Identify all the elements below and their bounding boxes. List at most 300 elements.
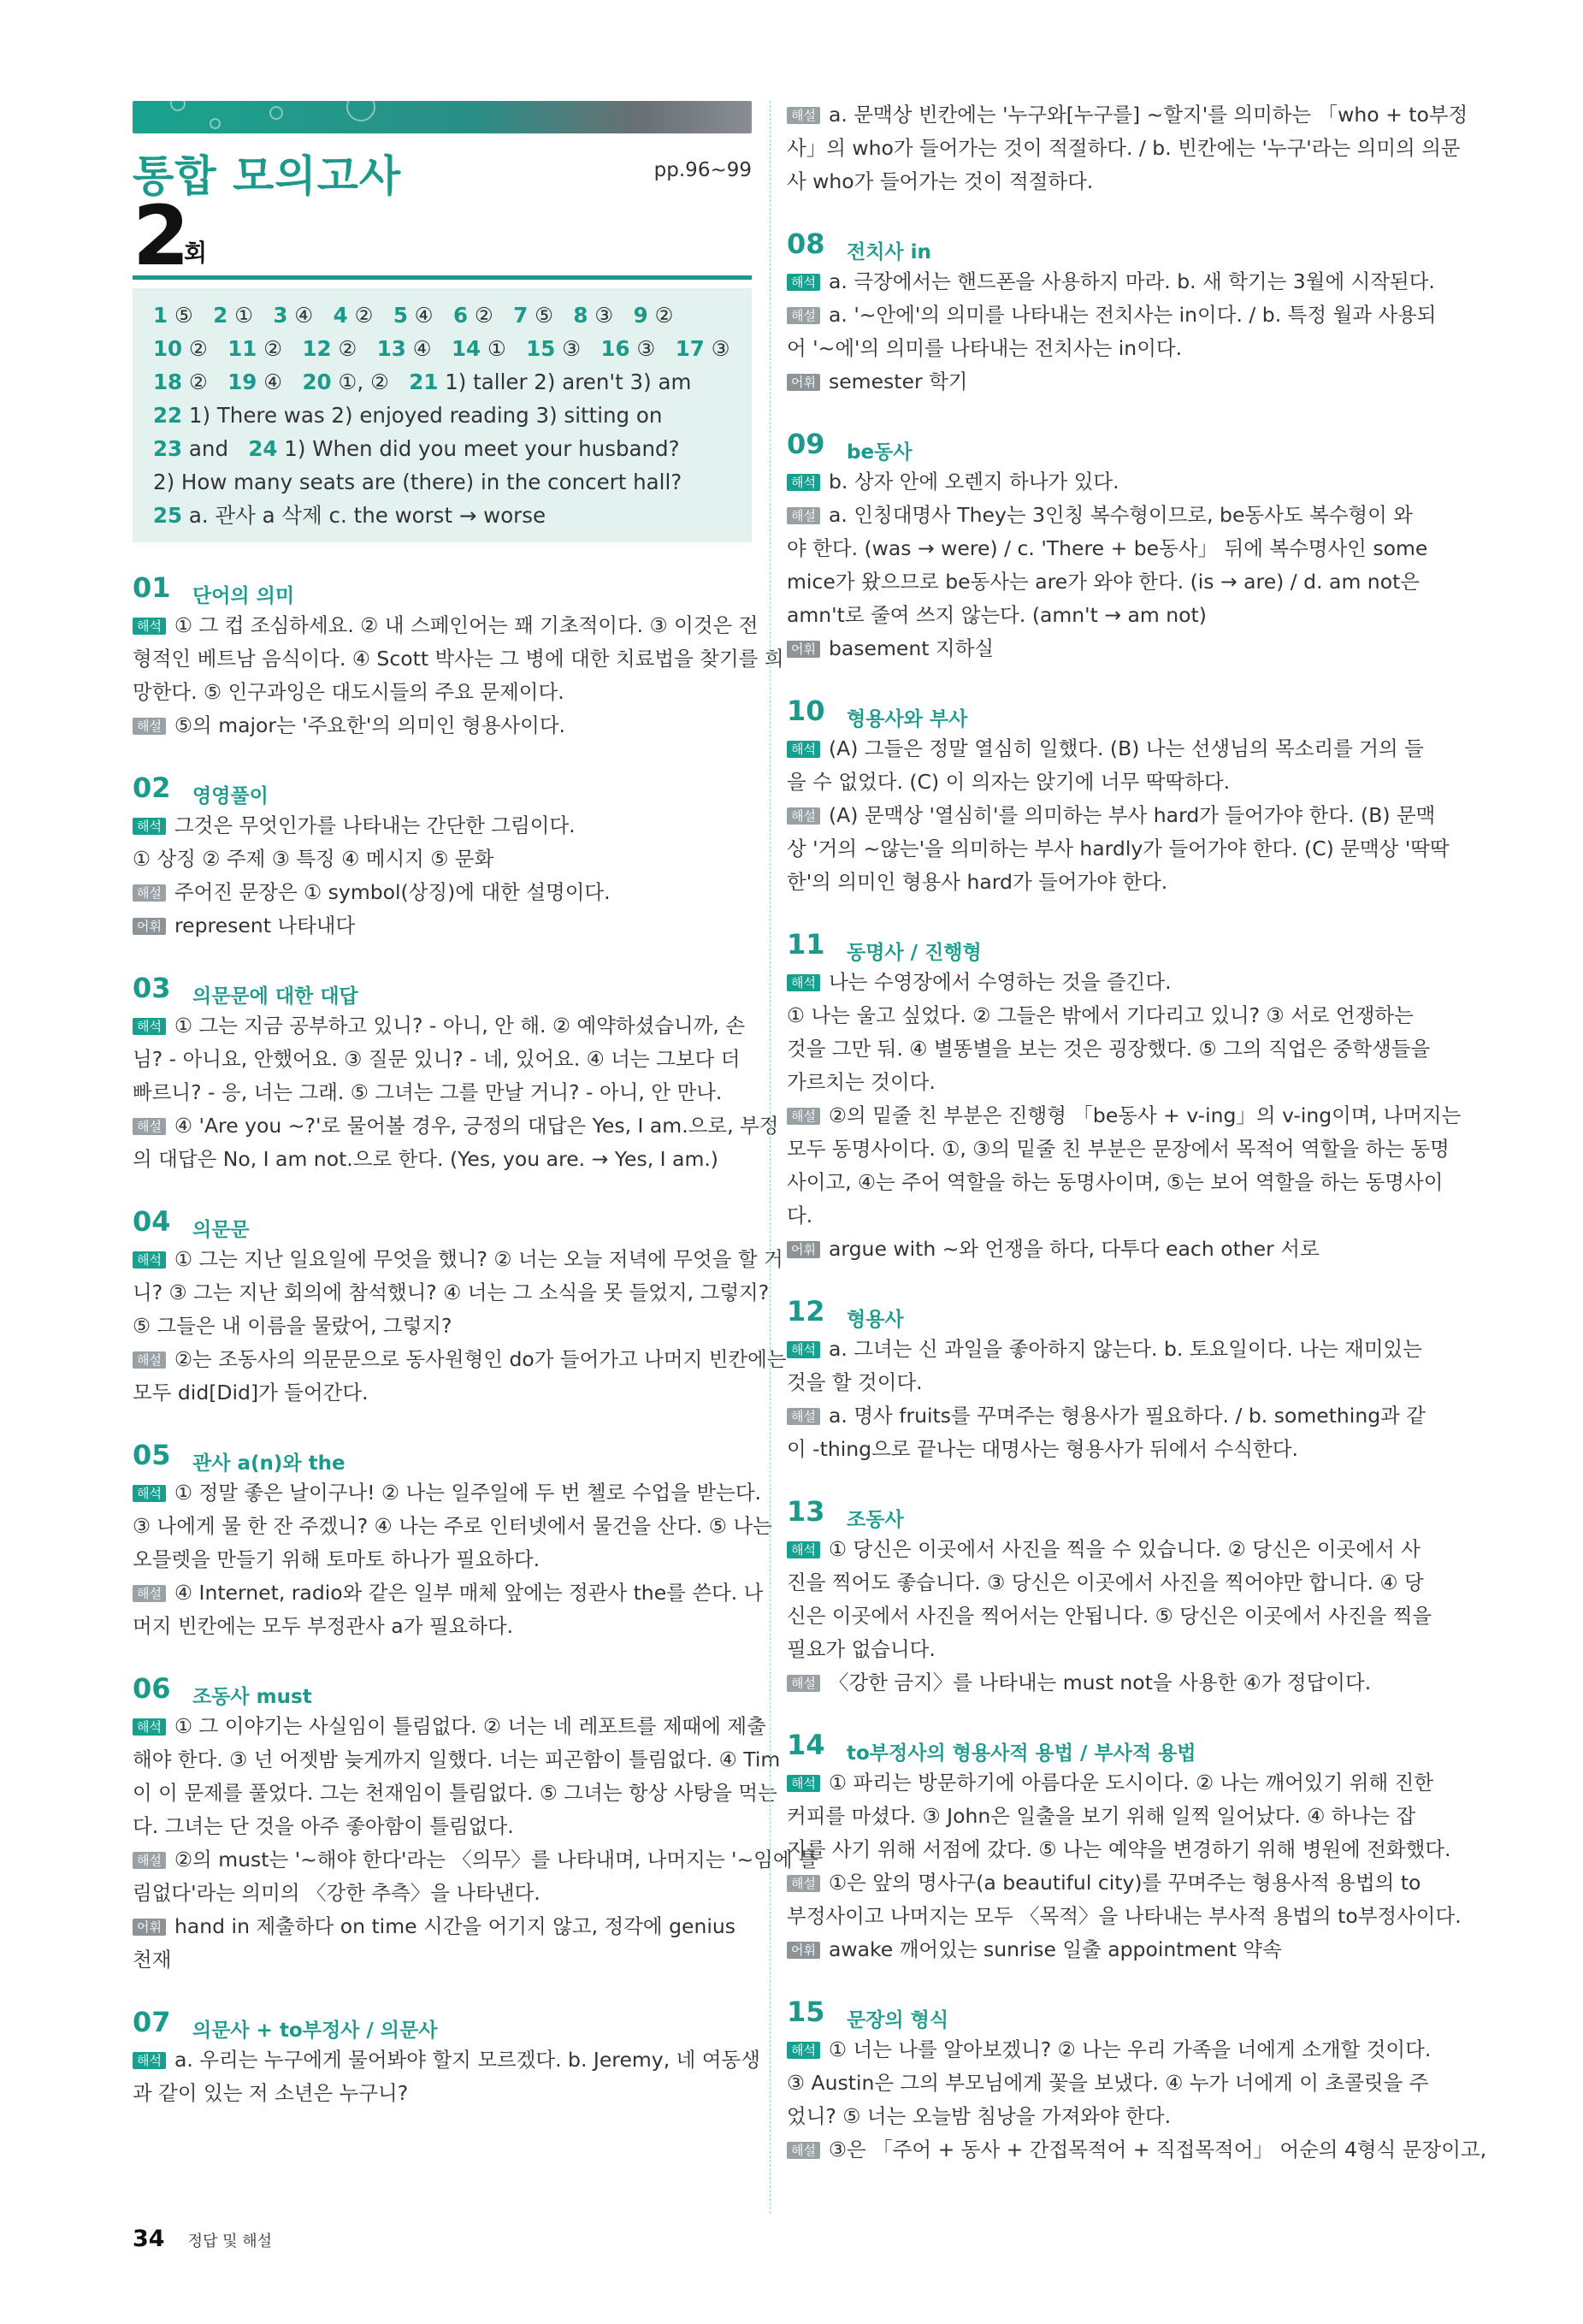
question-topic: to부정사의 형용사적 용법 / 부사적 용법 [847,1742,1196,1765]
text-line [787,332,1406,365]
text-line [787,2067,1429,2100]
continued-explanation [787,98,1468,198]
text-line [133,1710,766,1743]
title-row [133,133,752,201]
text-line [787,132,1461,165]
tag-vocabulary: 어휘 [787,641,820,658]
question-section [787,424,1428,665]
line-text: 님? - 아니요, 안했어요. ③ 질문 있니? - 네, 있어요. ④ 너는 그보다 더 [133,1047,741,1071]
text-line [133,709,752,742]
text-line [133,1376,752,1410]
answer-number: 7 [513,303,529,328]
question-topic: 의문문 [192,1219,250,1241]
answer-line [153,299,731,332]
text-line [787,2100,1406,2133]
text-line [133,909,752,943]
line-text: 이 -thing으로 끝나는 대명사는 형용사가 뒤에서 수식한다. [787,1437,1298,1461]
text-line [787,1800,1416,1833]
line-text: 어 '~에'의 의미를 나타내는 전치사는 in이다. [787,336,1183,360]
question-number: 06 [133,1672,171,1705]
answer-line [153,499,731,532]
line-text: 망한다. ⑤ 인구과잉은 대도시들의 주요 문제이다. [133,680,564,704]
line-text: 었니? ⑤ 너는 오늘밤 침낭을 가져와야 한다. [787,2104,1172,2128]
text-line [787,866,1406,899]
line-text: a. 인칭대명사 They는 3인칭 복수형이므로, be동사도 복수형이 와 [828,503,1413,527]
section-heading [787,691,1406,732]
line-text: 한'의 의미인 형용사 hard가 들어가야 한다. [787,870,1168,894]
tag-translation: 해석 [787,2042,820,2059]
text-line [133,1743,781,1777]
tag-explanation: 해설 [133,718,166,735]
tag-translation: 해석 [133,1251,166,1268]
line-text: 진을 찍어도 좋습니다. ③ 당신은 이곳에서 사진을 찍어야만 합니다. ④ 당 [787,1570,1424,1594]
text-line [133,1576,764,1610]
line-text: ②는 조동사의 의문문으로 동사원형인 do가 들어가고 나머지 빈칸에는 [174,1347,787,1371]
tag-translation: 해석 [787,1341,820,1358]
tag-explanation: 해설 [787,307,820,324]
text-line [787,1233,1406,1266]
question-number: 15 [787,1996,825,2028]
text-line [133,1910,752,1943]
question-topic: 문장의 형식 [847,2009,949,2031]
line-text: ① 당신은 이곳에서 사진을 찍을 수 있습니다. ② 당신은 이곳에서 사 [828,1537,1421,1561]
line-text: a. 그녀는 신 과일을 좋아하지 않는다. b. 토요일이다. 나는 재미있는 [828,1337,1422,1361]
section-heading [133,768,752,809]
question-section [787,1492,1432,1700]
answer-value: ④ [294,303,314,328]
answer-number: 5 [393,303,408,328]
question-section [787,224,1437,399]
text-line [133,1243,783,1276]
line-text: ②의 must는 '~해야 한다'라는 〈의무〉를 나타내며, 나머지는 '~임에 틀 [174,1848,818,1872]
tag-translation: 해석 [787,1541,820,1558]
section-heading [133,1669,752,1710]
text-line [787,1766,1434,1800]
line-text: semester 학기 [828,370,968,393]
tag-explanation: 해설 [787,2142,820,2159]
text-line [787,732,1424,766]
line-text: a. 우리는 누구에게 물어봐야 할지 모르겠다. b. Jeremy, 네 여동생 [174,2048,760,2072]
line-text: 과 같이 있는 저 소년은 누구니? [133,2081,409,2105]
question-section [133,768,752,943]
tag-translation: 해석 [133,1485,166,1502]
text-line [133,1343,787,1376]
question-topic: 동명사 / 진행형 [847,942,982,964]
question-topic: 조동사 [847,1509,904,1531]
answer-number: 10 [153,336,183,361]
answer-value: ③ [594,303,614,328]
text-line [787,1166,1444,1199]
question-topic: 형용사 [847,1309,904,1331]
answer-value: ④ [414,303,434,328]
answer-number: 15 [526,336,556,361]
line-text: ① 그 컵 조심하세요. ② 내 스페인어는 꽤 기초적이다. ③ 이것은 전 [174,613,759,637]
text-line [133,642,784,676]
line-text: 사 who가 들어가는 것이 적절하다. [787,169,1094,193]
question-topic: be동사 [847,441,913,464]
answer-number: 23 [153,436,183,461]
right-column [787,98,1487,2167]
line-text: 형적인 베트남 음식이다. ④ Scott 박사는 그 병에 대한 치료법을 찾기를 희 [133,647,784,671]
line-text: 을 수 없었다. (C) 이 의자는 앉기에 너무 딱딱하다. [787,770,1231,794]
answer-line [153,332,731,365]
line-text: 오믈렛을 만들기 위해 토마토 하나가 필요하다. [133,1547,540,1571]
question-section [133,1435,772,1643]
answer-number: 20 [302,370,332,394]
question-topic: 의문문에 대한 대답 [192,985,358,1008]
answer-value: ② [354,303,374,328]
question-number: 09 [787,428,825,460]
text-line [787,1933,1406,1966]
line-text: 의 대답은 No, I am not.으로 한다. (Yes, you are. → Yes, I am.) [133,1147,718,1171]
text-line [787,465,1406,499]
section-heading [787,925,1406,966]
text-line [133,1777,777,1810]
answer-line [153,432,731,465]
line-text: 야 한다. (was → were) / c. 'There + be동사」 뒤에 복수명사인 some [787,536,1428,560]
section-heading [133,968,752,1009]
text-line [787,1032,1431,1066]
text-line [787,265,1435,299]
answer-number: 9 [633,303,648,328]
question-number: 01 [133,571,171,604]
line-text: hand in 제출하다 on time 시간을 어기지 않고, 정각에 genius [174,1914,736,1938]
answer-value: ② [188,370,208,394]
text-line [787,1866,1421,1900]
section-heading [133,1202,752,1243]
question-topic: 전치사 in [847,241,931,263]
line-text: 이 이 문제를 풀었다. 그는 천재임이 틀림없다. ⑤ 그녀는 항상 사탕을 먹는 [133,1781,777,1805]
text-line [787,832,1450,866]
answer-value: ③ [562,336,582,361]
question-number: 13 [787,1495,825,1528]
answer-value: ② [654,303,674,328]
text-line [787,766,1406,799]
text-line [133,2043,760,2077]
text-line [787,1600,1432,1633]
line-text: ① 그 이야기는 사실임이 틀림없다. ② 너는 네 레포트를 제때에 제출 [174,1714,766,1738]
text-line [133,1043,752,1076]
question-number: 05 [133,1439,171,1471]
round-heading [133,188,752,284]
answer-value: ①, ② [338,370,389,394]
question-number: 07 [133,2006,171,2038]
text-line [787,499,1413,532]
answer-value: a. 관사 a 삭제 c. the worst → worse [188,503,546,528]
text-line [787,1900,1462,1933]
answer-number: 1 [153,303,168,328]
line-text: mice가 왔으므로 be동사는 are가 와야 한다. (is → are) / d. am not은 [787,570,1420,594]
line-text: ③은 「주어 + 동사 + 간접목적어 + 직접목적어」 어순의 4형식 문장이고, [828,2138,1487,2161]
line-text: represent 나타내다 [174,914,356,937]
question-section [133,568,784,742]
text-line [787,1333,1422,1366]
tag-explanation: 해설 [133,1118,166,1135]
line-text: 빠르니? - 응, 너는 그래. ⑤ 그녀는 그를 만날 거니? - 아니, 안 만나. [133,1080,723,1104]
line-text: 해야 한다. ③ 넌 어젯밤 늦게까지 일했다. 너는 피곤함이 틀림없다. ④ Tim [133,1747,781,1771]
section-heading [787,424,1406,465]
line-text: ① 파리는 방문하기에 아름다운 도시이다. ② 나는 깨어있기 위해 진한 [828,1771,1434,1795]
answer-number: 13 [376,336,406,361]
answer-value: 1) taller 2) aren't 3) am [445,370,692,394]
question-section [133,2002,760,2110]
text-line [787,1066,1406,1099]
line-text: awake 깨어있는 sunrise 일출 appointment 약속 [828,1937,1282,1961]
answer-number: 24 [248,436,278,461]
line-text: ④ 'Are you ~?'로 물어볼 경우, 긍정의 대답은 Yes, I am.으로, 부정 [174,1114,779,1138]
line-text: ③ 나에게 물 한 잔 주겠니? ④ 나는 주로 인터넷에서 물건을 산다. ⑤ 나는 [133,1514,772,1538]
line-text: a. 명사 fruits를 꾸며주는 형용사가 필요하다. / b. something과 같 [828,1404,1426,1428]
line-text: ⑤의 major는 '주요한'의 의미인 형용사이다. [174,713,565,737]
text-line [133,1109,779,1143]
question-topic: 영영풀이 [192,785,269,807]
tag-vocabulary: 어휘 [787,1942,820,1959]
text-line [787,1833,1451,1866]
line-text: 주어진 문장은 ① symbol(상징)에 대한 설명이다. [174,880,611,904]
text-line [787,565,1420,599]
text-line [133,1943,752,1977]
section-heading [787,224,1406,265]
question-number: 02 [133,772,171,804]
answer-number: 17 [675,336,705,361]
answer-value: ④ [263,370,283,394]
answer-value: ③ [636,336,656,361]
line-text: b. 상자 안에 오렌지 하나가 있다. [828,470,1119,494]
page-footer [133,2226,272,2252]
tag-translation: 해석 [787,974,820,991]
text-line [787,1132,1450,1166]
text-line [133,2077,752,2110]
text-line [133,1476,762,1510]
line-text: ④ Internet, radio와 같은 일부 매체 앞에는 정관사 the를 쓴다. 나 [174,1581,764,1605]
page-range: pp.96~99 [653,159,752,181]
answer-value: ② [338,336,357,361]
tag-explanation: 해설 [787,507,820,524]
answer-number: 3 [273,303,288,328]
answer-number: 2 [213,303,228,328]
line-text: 모두 동명사이다. ①, ③의 밑줄 친 부분은 문장에서 목적어 역할을 하는 동명 [787,1137,1450,1161]
text-line [787,599,1406,632]
answer-value: ② [188,336,208,361]
answer-number: 6 [453,303,469,328]
text-line [787,365,1406,399]
tag-translation: 해석 [787,1775,820,1792]
question-number: 12 [787,1295,825,1328]
line-text: ① 정말 좋은 날이구나! ② 나는 일주일에 두 번 첼로 수업을 받는다. [174,1481,762,1505]
line-text: amn't로 줄여 쓰지 않는다. (amn't → am not) [787,603,1207,627]
answer-line [153,399,731,432]
line-text: ① 너는 나를 알아보겠니? ② 나는 우리 가족을 너에게 소개할 것이다. [828,2037,1432,2061]
text-line [133,1510,772,1543]
text-line [787,1533,1421,1566]
line-text: 지를 사기 위해 서점에 갔다. ⑤ 나는 예약을 변경하기 위해 병원에 전화했다. [787,1837,1451,1861]
line-text: argue with ~와 언쟁을 하다, 다투다 each other 서로 [828,1237,1320,1261]
text-line [787,799,1436,832]
question-number: 10 [787,695,825,727]
tag-translation: 해석 [787,741,820,758]
round-label: 회 [184,239,208,267]
line-text: 〈강한 금지〉를 나타내는 must not을 사용한 ④가 정답이다. [828,1671,1372,1694]
answer-value: 1) When did you meet your husband? [284,436,680,461]
answer-number: 4 [333,303,348,328]
tag-explanation: 해설 [787,107,820,124]
line-text: 필요가 없습니다. [787,1637,936,1661]
section-heading [787,1292,1406,1333]
text-line [133,1143,752,1176]
section-heading [133,1435,752,1476]
tag-explanation: 해설 [133,884,166,902]
text-line [133,1877,752,1910]
line-text: 가르치는 것이다. [787,1070,936,1094]
line-text: basement 지하실 [828,636,995,660]
answer-number: 22 [153,403,183,428]
answer-number: 11 [227,336,257,361]
question-topic: 의문사 + to부정사 / 의문사 [192,2019,438,2042]
line-text: 부정사이고 나머지는 모두 〈목적〉을 나타내는 부사적 용법의 to부정사이다. [787,1904,1462,1928]
answer-value: ② [474,303,493,328]
text-line [787,999,1414,1032]
question-topic: 형용사와 부사 [847,708,968,730]
line-text: 머지 빈칸에는 모두 부정관사 a가 필요하다. [133,1614,514,1638]
question-section [787,1992,1487,2167]
tag-translation: 해석 [133,618,166,635]
answer-value: ③ [711,336,730,361]
answer-value: ② [263,336,283,361]
header-banner [133,101,752,133]
tag-vocabulary: 어휘 [787,1241,820,1258]
question-number: 14 [787,1729,825,1761]
text-line [133,1310,752,1343]
question-topic: 단어의 의미 [192,585,295,607]
line-text: a. 문맥상 빈칸에는 '누구와[누구를] ~할지'를 의미하는 「who + to부정 [828,103,1468,127]
answer-value: and [188,436,228,461]
line-text: a. 극장에서는 핸드폰을 사용하지 마라. b. 새 학기는 3월에 시작된다. [828,269,1435,293]
tag-vocabulary: 어휘 [133,918,166,935]
question-number: 11 [787,928,825,961]
text-line [133,1843,818,1877]
tag-translation: 해석 [787,274,820,291]
text-line [787,532,1428,565]
text-line [787,1366,1406,1399]
tag-explanation: 해설 [133,1585,166,1602]
answer-value: 2) How many seats are (there) in the concert hall? [153,470,682,494]
line-text: 것을 그만 둬. ④ 별똥별을 보는 것은 굉장했다. ⑤ 그의 직업은 중학생들을 [787,1037,1431,1061]
line-text: 상 '거의 ~않는'을 의미하는 부사 hardly가 들어가야 한다. (C) 문맥상 '딱딱 [787,837,1450,860]
tag-explanation: 해설 [787,1408,820,1425]
text-line [787,1666,1406,1700]
question-section [787,1292,1426,1466]
section-heading [133,2002,752,2043]
text-line [787,632,1406,665]
line-text: (A) 문맥상 '열심히'를 의미하는 부사 hard가 들어가야 한다. (B) 문맥 [828,803,1436,827]
tag-explanation: 해설 [133,1852,166,1869]
line-text: 천재 [133,1948,172,1972]
tag-explanation: 해설 [787,1108,820,1125]
text-line [787,1199,1406,1233]
line-text: 나는 수영장에서 수영하는 것을 즐긴다. [828,970,1172,994]
text-line [787,1566,1424,1600]
section-heading [787,1725,1406,1766]
answer-line [153,365,731,399]
line-text: ①은 앞의 명사구(a beautiful city)를 꾸며주는 형용사적 용법의 to [828,1871,1421,1895]
answer-value: ④ [412,336,432,361]
line-text: 사」의 who가 들어가는 것이 적절하다. / b. 빈칸에는 '누구'라는 의미의 의문 [787,136,1461,160]
section-heading [787,1992,1406,2033]
line-text: 커피를 마셨다. ③ John은 일출을 보기 위해 일찍 일어났다. ④ 하나는 잡 [787,1804,1416,1828]
tag-translation: 해석 [787,474,820,491]
tag-explanation: 해설 [787,1875,820,1892]
line-text: ③ Austin은 그의 부모님에게 꽃을 보냈다. ④ 누가 너에게 이 초콜릿을 주 [787,2071,1429,2095]
question-section [133,1202,787,1410]
question-section [787,1725,1462,1966]
line-text: 모두 did[Did]가 들어간다. [133,1381,369,1404]
answer-value: ① [234,303,254,328]
answer-line [153,465,731,499]
answer-value: ① [487,336,506,361]
answer-value: ⑤ [535,303,554,328]
text-line [787,1399,1426,1433]
question-number: 04 [133,1205,171,1238]
question-section [787,691,1450,899]
answer-number: 18 [153,370,183,394]
text-line [133,1610,752,1643]
tag-translation: 해석 [133,1718,166,1736]
answer-number: 8 [573,303,588,328]
question-section [787,925,1462,1266]
line-text: (A) 그들은 정말 열심히 일했다. (B) 나는 선생님의 목소리를 거의 들 [828,736,1424,760]
line-text: 다. [787,1203,813,1227]
tag-explanation: 해설 [787,1675,820,1692]
text-line [133,676,752,709]
text-line [787,1633,1406,1666]
question-section [133,968,779,1176]
question-topic: 조동사 must [192,1686,312,1708]
answer-value: ⑤ [174,303,193,328]
text-line [133,1276,770,1310]
tag-explanation: 해설 [133,1351,166,1369]
answer-number: 14 [452,336,481,361]
tag-explanation: 해설 [787,807,820,825]
text-line [133,843,752,876]
tag-translation: 해석 [133,1018,166,1035]
line-text: ① 그는 지금 공부하고 있니? - 아니, 안 해. ② 예약하셨습니까, 손 [174,1014,746,1038]
line-text: 그것은 무엇인가를 나타내는 간단한 그림이다. [174,813,576,837]
line-text: 사이고, ④는 주어 역할을 하는 동명사이며, ⑤는 보어 역할을 하는 동명사이 [787,1170,1444,1194]
tag-translation: 해석 [133,2052,166,2069]
line-text: 신은 이곳에서 사진을 찍어서는 안됩니다. ⑤ 당신은 이곳에서 사진을 찍을 [787,1604,1432,1628]
column-divider [770,101,771,2214]
line-text: ① 나는 울고 싶었다. ② 그들은 밖에서 기다리고 있니? ③ 서로 언쟁하는 [787,1003,1414,1027]
line-text: ②의 밑줄 친 부분은 진행형 「be동사 + v-ing」의 v-ing이며, 나머지는 [828,1103,1462,1127]
line-text: ① 상징 ② 주제 ③ 특징 ④ 메시지 ⑤ 문화 [133,847,494,871]
section-heading [787,1492,1406,1533]
line-text: ① 그는 지난 일요일에 무엇을 했니? ② 너는 오늘 저녁에 무엇을 할 거 [174,1247,783,1271]
text-line [787,2033,1432,2067]
tag-vocabulary: 어휘 [133,1919,166,1936]
page-number: 34 [133,2226,165,2252]
answer-number: 19 [227,370,257,394]
answer-key-box [133,288,752,542]
tag-translation: 해석 [133,818,166,835]
text-line [133,809,752,843]
text-line [787,165,1406,198]
line-text: 림없다'라는 의미의 〈강한 추측〉을 나타낸다. [133,1881,540,1905]
answer-value: 1) There was 2) enjoyed reading 3) sitting on [188,403,663,428]
answer-number: 21 [409,370,439,394]
line-text: 것을 할 것이다. [787,1370,923,1394]
answer-number: 16 [600,336,630,361]
line-text: ⑤ 그들은 내 이름을 물랐어, 그렇지? [133,1314,452,1338]
